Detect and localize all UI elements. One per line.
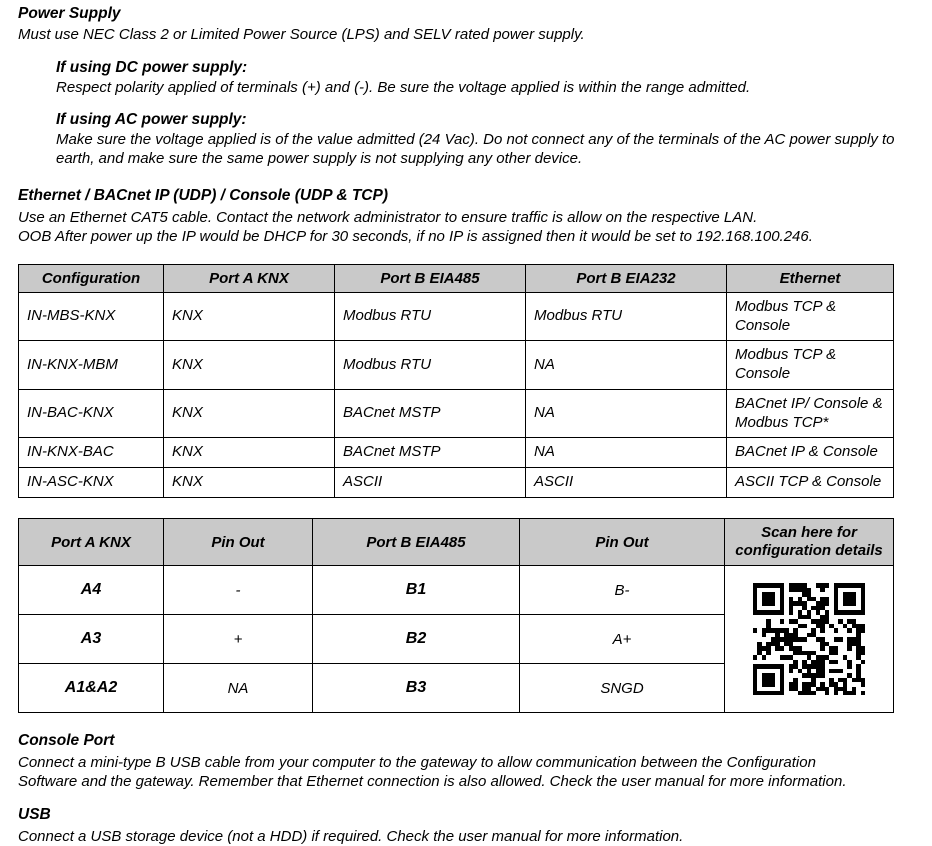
pinout-table [18,518,894,714]
cell-port-a: KNX [164,468,335,498]
qr-code-icon [753,583,865,695]
ac-power-title: If using AC power supply: [56,110,247,128]
dc-power-text: Respect polarity applied of terminals (+) and (-). Be sure the voltage applied is within the range admitted. [56,78,751,96]
cell-port-b-232: NA [526,438,727,468]
cell-port-a-pin: A4 [19,566,164,615]
ethernet-line-1: Use an Ethernet CAT5 cable. Contact the network administrator to ensure traffic is allow on the respective LAN. [18,208,758,226]
configuration-table [18,264,894,498]
col-header-port-a-knx: Port A KNX [19,518,164,566]
cell-port-b-232: Modbus RTU [526,292,727,341]
table-row [19,438,894,468]
ac-power-block [56,111,914,168]
dc-power-block [56,59,914,97]
cell-ethernet: BACnet IP/ Console & Modbus TCP* [727,389,894,438]
qr-header-line-2: configuration details [735,542,883,560]
power-supply-intro: Must use NEC Class 2 or Limited Power Source (LPS) and SELV rated power supply. [18,26,585,44]
ac-power-text: Make sure the voltage applied is of the value admitted (24 Vac). Do not connect any of the terminals of the AC power supply to earth, and make sure the same power supply is not supplying any other device. [56,130,895,167]
cell-pin-out-a: + [164,615,313,664]
col-header-port-a-knx: Port A KNX [164,264,335,292]
cell-pin-out-b: A+ [520,615,725,664]
usb-text: Connect a USB storage device (not a HDD) if required. Check the user manual for more information. [18,827,684,845]
cell-port-b-485: BACnet MSTP [335,389,526,438]
table-row [19,341,894,390]
col-header-port-b-eia485: Port B EIA485 [313,518,520,566]
cell-port-b-485: BACnet MSTP [335,438,526,468]
col-header-ethernet: Ethernet [727,264,894,292]
ethernet-title: Ethernet / BACnet IP (UDP) / Console (UDP & TCP) [18,187,389,205]
power-supply-title: Power Supply [18,5,121,22]
table-row [19,566,894,615]
table-row [19,292,894,341]
col-header-port-b-eia232: Port B EIA232 [526,264,727,292]
cell-pin-out-b: SNGD [520,664,725,713]
cell-port-b-pin: B3 [313,664,520,713]
col-header-scan-qr [725,518,894,566]
cell-config: IN-KNX-BAC [19,438,164,468]
cell-port-b-232: ASCII [526,468,727,498]
console-port-line-1: Connect a mini-type B USB cable from your computer to the gateway to allow communication between the Configuration [18,753,816,771]
ethernet-line-2: OOB After power up the IP would be DHCP for 30 seconds, if no IP is assigned then it would be set to 192.168.100.246. [18,227,813,245]
table-header-row [19,264,894,292]
cell-port-a-pin: A1&A2 [19,664,164,713]
usb-section [18,805,914,846]
cell-pin-out-a: NA [164,664,313,713]
cell-ethernet: ASCII TCP & Console [727,468,894,498]
cell-port-a-pin: A3 [19,615,164,664]
col-header-configuration: Configuration [19,264,164,292]
dc-power-title: If using DC power supply: [56,58,248,76]
cell-port-a: KNX [164,292,335,341]
cell-port-a: KNX [164,438,335,468]
cell-ethernet: BACnet IP & Console [727,438,894,468]
cell-port-b-485: Modbus RTU [335,292,526,341]
cell-port-a: KNX [164,341,335,390]
cell-pin-out-b: B- [520,566,725,615]
cell-config: IN-BAC-KNX [19,389,164,438]
cell-port-b-pin: B2 [313,615,520,664]
qr-code-wrapper [729,583,889,695]
col-header-pin-out-a: Pin Out [164,518,313,566]
qr-code-cell [725,566,894,713]
cell-config: IN-ASC-KNX [19,468,164,498]
cell-config: IN-KNX-MBM [19,341,164,390]
ethernet-section [18,186,914,246]
cell-port-b-pin: B1 [313,566,520,615]
cell-ethernet: Modbus TCP & Console [727,341,894,390]
table-row [19,389,894,438]
col-header-pin-out-b: Pin Out [520,518,725,566]
console-port-line-2: Software and the gateway. Remember that Ethernet connection is also allowed. Check the user manual for more information. [18,773,847,791]
table-header-row [19,518,894,566]
qr-header-line-1: Scan here for [761,523,857,541]
cell-port-a: KNX [164,389,335,438]
cell-port-b-232: NA [526,389,727,438]
usb-title: USB [18,806,51,824]
table-row [19,468,894,498]
cell-port-b-232: NA [526,341,727,390]
cell-port-b-485: ASCII [335,468,526,498]
power-supply-section [18,4,914,168]
console-port-section [18,731,914,791]
cell-port-b-485: Modbus RTU [335,341,526,390]
cell-ethernet: Modbus TCP & Console [727,292,894,341]
col-header-port-b-eia485: Port B EIA485 [335,264,526,292]
cell-config: IN-MBS-KNX [19,292,164,341]
console-port-title: Console Port [18,732,115,750]
cell-pin-out-a: - [164,566,313,615]
